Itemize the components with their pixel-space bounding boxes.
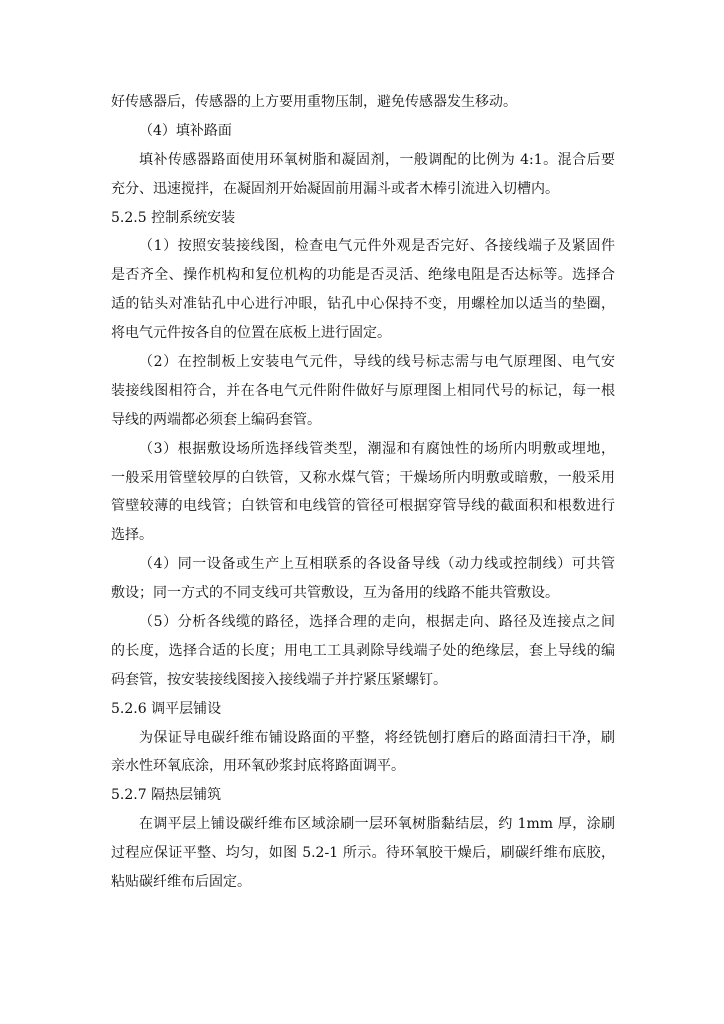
text-line: 充分、迅速搅拌，在凝固剂开始凝固前用漏斗或者木棒引流进入切槽内。 — [111, 180, 559, 197]
para-control-5 — [111, 608, 615, 695]
text-line: 好传感器后，传感器的上方要用重物压制，避免传感器发生移动。 — [111, 94, 517, 110]
text-line: 的长度，选择合适的长度；用电工工具剥除导线端子处的绝缘层，套上导线的编 — [111, 642, 615, 659]
section-heading: 5.2.6 调平层铺设 — [111, 700, 222, 717]
document-body — [111, 88, 615, 897]
text-line: 填补传感器路面使用环氧树脂和凝固剂，一般调配的比例为 4:1。混合后要 — [139, 151, 615, 168]
text-line: 敷设；同一方式的不同支线可共管敷设，互为备用的线路不能共管敷设。 — [111, 585, 559, 602]
text-line: 选择。 — [111, 527, 153, 544]
subsection-heading: （4）填补路面 — [139, 122, 232, 139]
heading-5-2-6 — [111, 695, 615, 724]
text-line: （2）在控制板上安装电气元件，导线的线号标志需与电气原理图、电气安 — [139, 354, 615, 371]
text-line: 适的钻头对准钻孔中心进行冲眼，钻孔中心保持不变，用螺栓加以适当的垫圈， — [111, 296, 615, 313]
text-line: 是否齐全、操作机构和复位机构的功能是否灵活、绝缘电阻是否达标等。选择合 — [111, 267, 615, 284]
text-line: （4）同一设备或生产上互相联系的各设备导线（动力线或控制线）可共管 — [139, 556, 615, 573]
text-line: 装接线图相符合，并在各电气元件附件做好与原理图上相同代号的标记，每一根 — [111, 382, 615, 399]
heading-5-2-5 — [111, 204, 615, 233]
text-line: 为保证导电碳纤维布铺设路面的平整，将经铣刨打磨后的路面清扫干净，刷 — [139, 729, 615, 746]
para-control-4 — [111, 550, 615, 608]
para-sensor-placement-end — [111, 88, 615, 117]
text-line: 亲水性环氧底涂，用环氧砂浆封底将路面调平。 — [111, 758, 405, 775]
text-line: 将电气元件按各自的位置在底板上进行固定。 — [111, 325, 391, 342]
para-fill-road — [111, 146, 615, 204]
text-line: 导线的两端都必须套上编码套管。 — [111, 411, 321, 428]
subheading-fill-road — [111, 117, 615, 146]
text-line: 在调平层上铺设碳纤维布区域涂刷一层环氧树脂黏结层，约 1mm 厚，涂刷 — [139, 816, 615, 833]
section-heading: 5.2.7 隔热层铺筑 — [111, 787, 222, 804]
section-heading: 5.2.5 控制系统安装 — [111, 209, 236, 226]
heading-5-2-7 — [111, 781, 615, 810]
text-line: （1）按照安装接线图，检查电气元件外观是否完好、各接线端子及紧固件 — [139, 238, 615, 255]
para-leveling — [111, 724, 615, 782]
text-line: 一般采用管壁较厚的白铁管，又称水煤气管；干燥场所内明敷或暗敷，一般采用 — [111, 469, 615, 486]
text-line: 粘贴碳纤维布后固定。 — [111, 874, 251, 891]
para-insulation — [111, 810, 615, 897]
text-line: 管壁较薄的电线管；白铁管和电线管的管径可根据穿管导线的截面积和根数进行 — [111, 498, 615, 515]
text-line: （3）根据敷设场所选择线管类型，潮湿和有腐蚀性的场所内明敷或埋地， — [139, 440, 615, 457]
para-control-1 — [111, 232, 615, 348]
para-control-3 — [111, 435, 615, 551]
text-line: 过程应保证平整、均匀，如图 5.2-1 所示。待环氧胶干燥后，刷碳纤维布底胶， — [111, 845, 615, 862]
text-line: （5）分析各线缆的路径，选择合理的走向，根据走向、路径及连接点之间 — [139, 614, 615, 631]
text-line: 码套管，按安装接线图接入接线端子并拧紧压紧螺钉。 — [111, 671, 447, 688]
para-control-2 — [111, 348, 615, 435]
